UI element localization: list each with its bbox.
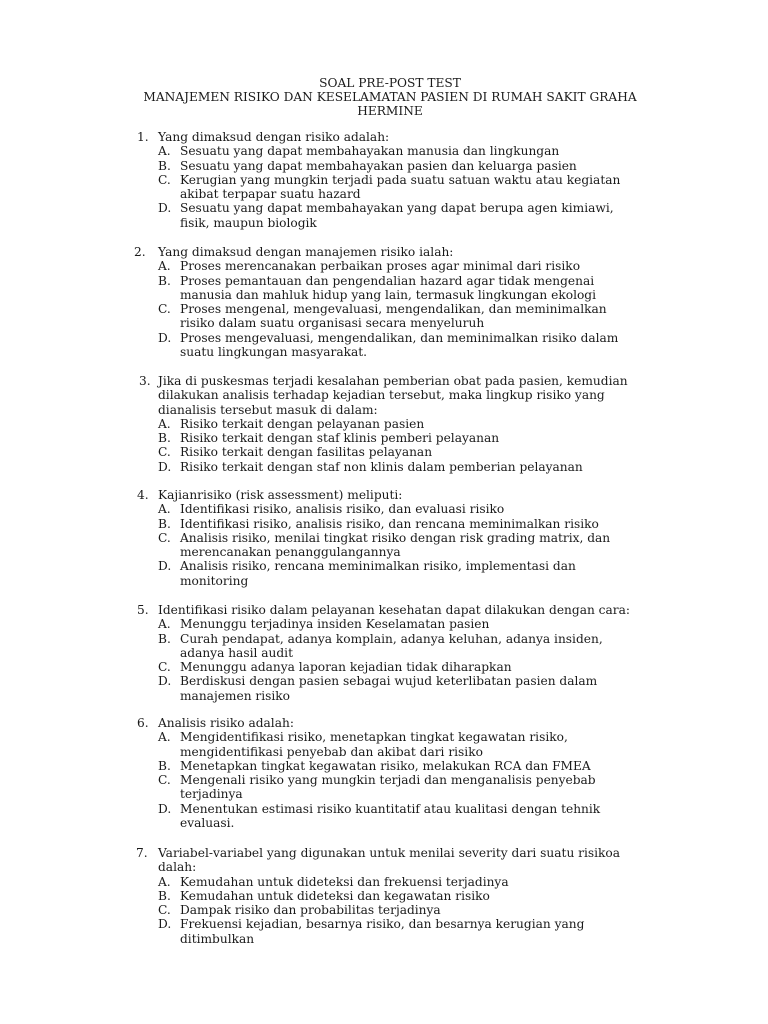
option-text: Dampak risiko dan probabilitas terjadinya <box>180 903 441 918</box>
option-text: Menentukan estimasi risiko kuantitatif atau kualitasi dengan tehnik <box>180 801 601 816</box>
option-letter: A. <box>158 416 171 431</box>
option-text: suatu lingkungan masyarakat. <box>180 345 368 360</box>
answer-option-line <box>0 216 768 230</box>
answer-option-line <box>0 302 768 316</box>
option-letter: B. <box>158 273 171 288</box>
answer-option-line <box>0 545 768 559</box>
answer-option-line <box>0 816 768 830</box>
question-number: 3. <box>139 374 151 388</box>
option-letter: D. <box>158 559 172 574</box>
question-text: Yang dimaksud dengan risiko adalah: <box>158 130 390 144</box>
option-text: Risiko terkait dengan staf klinis pemberi pelayanan <box>180 431 500 446</box>
option-text: Identifikasi risiko, analisis risiko, dan rencana meminimalkan risiko <box>180 516 599 531</box>
option-text: Kemudahan untuk dideteksi dan frekuensi terjadinya <box>180 874 509 889</box>
question-text-line <box>0 374 768 388</box>
option-text: fisik, maupun biologik <box>180 215 317 230</box>
answer-option-line <box>0 787 768 801</box>
option-letter: A. <box>158 617 171 632</box>
option-text: manajemen risiko <box>180 688 291 703</box>
option-letter: C. <box>158 773 171 788</box>
answer-option-line <box>0 445 768 459</box>
option-text: manusia dan mahluk hidup yang lain, termasuk lingkungan ekologi <box>180 287 597 302</box>
option-text: adanya hasil audit <box>180 645 293 660</box>
answer-option-line <box>0 288 768 302</box>
question-4 <box>0 488 768 588</box>
answer-option-line <box>0 201 768 215</box>
question-number: 4. <box>137 488 149 502</box>
answer-option-line <box>0 417 768 431</box>
answer-option-line <box>0 932 768 946</box>
answer-option-line <box>0 559 768 573</box>
answer-option-line <box>0 759 768 773</box>
answer-option-line <box>0 173 768 187</box>
option-text: Risiko terkait dengan staf non klinis dalam pemberian pelayanan <box>180 459 583 474</box>
answer-option-line <box>0 187 768 201</box>
question-text: Yang dimaksud dengan manajemen risiko ialah: <box>158 245 454 259</box>
option-letter: C. <box>158 302 171 317</box>
option-text: terjadinya <box>180 787 243 802</box>
option-text: Proses mengevaluasi, mengendalikan, dan meminimalkan risiko dalam <box>180 330 619 345</box>
option-text: Menunggu adanya laporan kejadian tidak diharapkan <box>180 660 512 675</box>
question-text: Analisis risiko adalah: <box>158 716 294 730</box>
option-letter: D. <box>158 330 172 345</box>
question-text-line <box>0 130 768 144</box>
option-text: Proses mengenal, mengevaluasi, mengendalikan, dan meminimalkan <box>180 302 607 317</box>
option-letter: C. <box>158 660 171 675</box>
option-letter: D. <box>158 674 172 689</box>
question-text-line <box>0 603 768 617</box>
option-text: Menunggu terjadinya insiden Keselamatan pasien <box>180 617 490 632</box>
answer-option-line <box>0 917 768 931</box>
option-text: Proses pemantauan dan pengendalian hazard agar tidak mengenai <box>180 273 595 288</box>
option-text: Kerugian yang mungkin terjadi pada suatu satuan waktu atau kegiatan <box>180 172 621 187</box>
option-letter: C. <box>158 172 171 187</box>
answer-option-line <box>0 889 768 903</box>
option-text: evaluasi. <box>180 816 235 831</box>
option-text: mengidentifikasi penyebab dan akibat dari risiko <box>180 744 483 759</box>
option-text: Mengidentifikasi risiko, menetapkan tingkat kegawatan risiko, <box>180 730 568 745</box>
option-letter: D. <box>158 917 172 932</box>
option-letter: B. <box>158 888 171 903</box>
question-2 <box>0 245 768 359</box>
option-letter: D. <box>158 801 172 816</box>
answer-option-line <box>0 431 768 445</box>
option-letter: C. <box>158 530 171 545</box>
question-number: 1. <box>137 130 149 144</box>
option-text: Sesuatu yang dapat membahayakan pasien dan keluarga pasien <box>180 158 577 173</box>
option-text: ditimbulkan <box>180 931 255 946</box>
option-letter: A. <box>158 144 171 159</box>
question-text: Kajianrisiko (risk assessment) meliputi: <box>158 488 403 502</box>
answer-option-line <box>0 773 768 787</box>
option-letter: B. <box>158 758 171 773</box>
option-text: akibat terpapar suatu hazard <box>180 187 361 202</box>
option-text: Analisis risiko, rencana meminimalkan risiko, implementasi dan <box>180 559 576 574</box>
answer-option-line <box>0 674 768 688</box>
answer-option-line <box>0 802 768 816</box>
option-letter: D. <box>158 201 172 216</box>
option-text: Menetapkan tingkat kegawatan risiko, melakukan RCA dan FMEA <box>180 758 591 773</box>
option-text: Mengenali risiko yang mungkin terjadi dan menganalisis penyebab <box>180 773 596 788</box>
answer-option-line <box>0 274 768 288</box>
answer-option-line <box>0 502 768 516</box>
question-7 <box>0 846 768 946</box>
option-letter: A. <box>158 259 171 274</box>
option-letter: C. <box>158 903 171 918</box>
option-text: Analisis risiko, menilai tingkat risiko dengan risk grading matrix, dan <box>180 530 611 545</box>
question-6 <box>0 716 768 830</box>
option-text: Curah pendapat, adanya komplain, adanya keluhan, adanya insiden, <box>180 631 603 646</box>
question-number: 6. <box>137 716 149 730</box>
answer-option-line <box>0 617 768 631</box>
option-letter: D. <box>158 459 172 474</box>
option-letter: B. <box>158 631 171 646</box>
answer-option-line <box>0 331 768 345</box>
question-number: 7. <box>136 846 148 860</box>
answer-option-line <box>0 689 768 703</box>
option-letter: A. <box>158 874 171 889</box>
question-text: dianalisis tersebut masuk di dalam: <box>158 402 378 417</box>
question-text-line <box>0 245 768 259</box>
question-text-line <box>0 488 768 502</box>
question-5 <box>0 603 768 703</box>
option-text: monitoring <box>180 573 249 588</box>
option-text: Sesuatu yang dapat membahayakan manusia dan lingkungan <box>180 144 560 159</box>
option-text: Identifikasi risiko, analisis risiko, dan evaluasi risiko <box>180 502 505 517</box>
question-text: Jika di puskesmas terjadi kesalahan pemberian obat pada pasien, kemudian <box>158 374 628 388</box>
answer-option-line <box>0 460 768 474</box>
answer-option-line <box>0 345 768 359</box>
option-text: merencanakan penanggulangannya <box>180 545 401 560</box>
option-text: Risiko terkait dengan pelayanan pasien <box>180 416 425 431</box>
question-text-line <box>0 846 768 860</box>
answer-option-line <box>0 632 768 646</box>
option-text: Proses merencanakan perbaikan proses agar minimal dari risiko <box>180 259 581 274</box>
question-text: Variabel-variabel yang digunakan untuk menilai severity dari suatu risikoa <box>158 846 621 860</box>
answer-option-line <box>0 903 768 917</box>
option-text: Frekuensi kejadian, besarnya risiko, dan besarnya kerugian yang <box>180 917 585 932</box>
option-text: Berdiskusi dengan pasien sebagai wujud keterlibatan pasien dalam <box>180 674 598 689</box>
option-letter: B. <box>158 431 171 446</box>
question-text: Identifikasi risiko dalam pelayanan kesehatan dapat dilakukan dengan cara: <box>158 603 630 617</box>
option-letter: A. <box>158 730 171 745</box>
question-text-line <box>0 403 768 417</box>
answer-option-line <box>0 316 768 330</box>
option-letter: C. <box>158 445 171 460</box>
answer-option-line <box>0 646 768 660</box>
question-text: dilakukan analisis terhadap kejadian tersebut, maka lingkup risiko yang <box>158 388 605 403</box>
answer-option-line <box>0 730 768 744</box>
document-title-line-2: MANAJEMEN RISIKO DAN KESELAMATAN PASIEN DI RUMAH SAKIT GRAHA <box>143 90 637 104</box>
question-number: 5. <box>137 603 149 617</box>
option-letter: A. <box>158 502 171 517</box>
question-text-line <box>0 860 768 874</box>
question-3 <box>0 374 768 474</box>
question-text: dalah: <box>158 860 197 875</box>
question-1 <box>0 130 768 230</box>
option-text: Kemudahan untuk dideteksi dan kegawatan risiko <box>180 888 490 903</box>
answer-option-line <box>0 574 768 588</box>
option-text: Sesuatu yang dapat membahayakan yang dapat berupa agen kimiawi, <box>180 201 614 216</box>
option-text: risiko dalam suatu organisasi secara menyeluruh <box>180 316 485 331</box>
answer-option-line <box>0 517 768 531</box>
answer-option-line <box>0 875 768 889</box>
option-text: Risiko terkait dengan fasilitas pelayanan <box>180 445 433 460</box>
document-title-line-1: SOAL PRE-POST TEST <box>319 76 461 90</box>
question-number: 2. <box>134 245 146 259</box>
answer-option-line <box>0 144 768 158</box>
answer-option-line <box>0 531 768 545</box>
document-title-line-3: HERMINE <box>357 104 423 118</box>
option-letter: B. <box>158 158 171 173</box>
answer-option-line <box>0 259 768 273</box>
answer-option-line <box>0 745 768 759</box>
question-text-line <box>0 716 768 730</box>
option-letter: B. <box>158 516 171 531</box>
answer-option-line <box>0 660 768 674</box>
answer-option-line <box>0 159 768 173</box>
question-text-line <box>0 388 768 402</box>
